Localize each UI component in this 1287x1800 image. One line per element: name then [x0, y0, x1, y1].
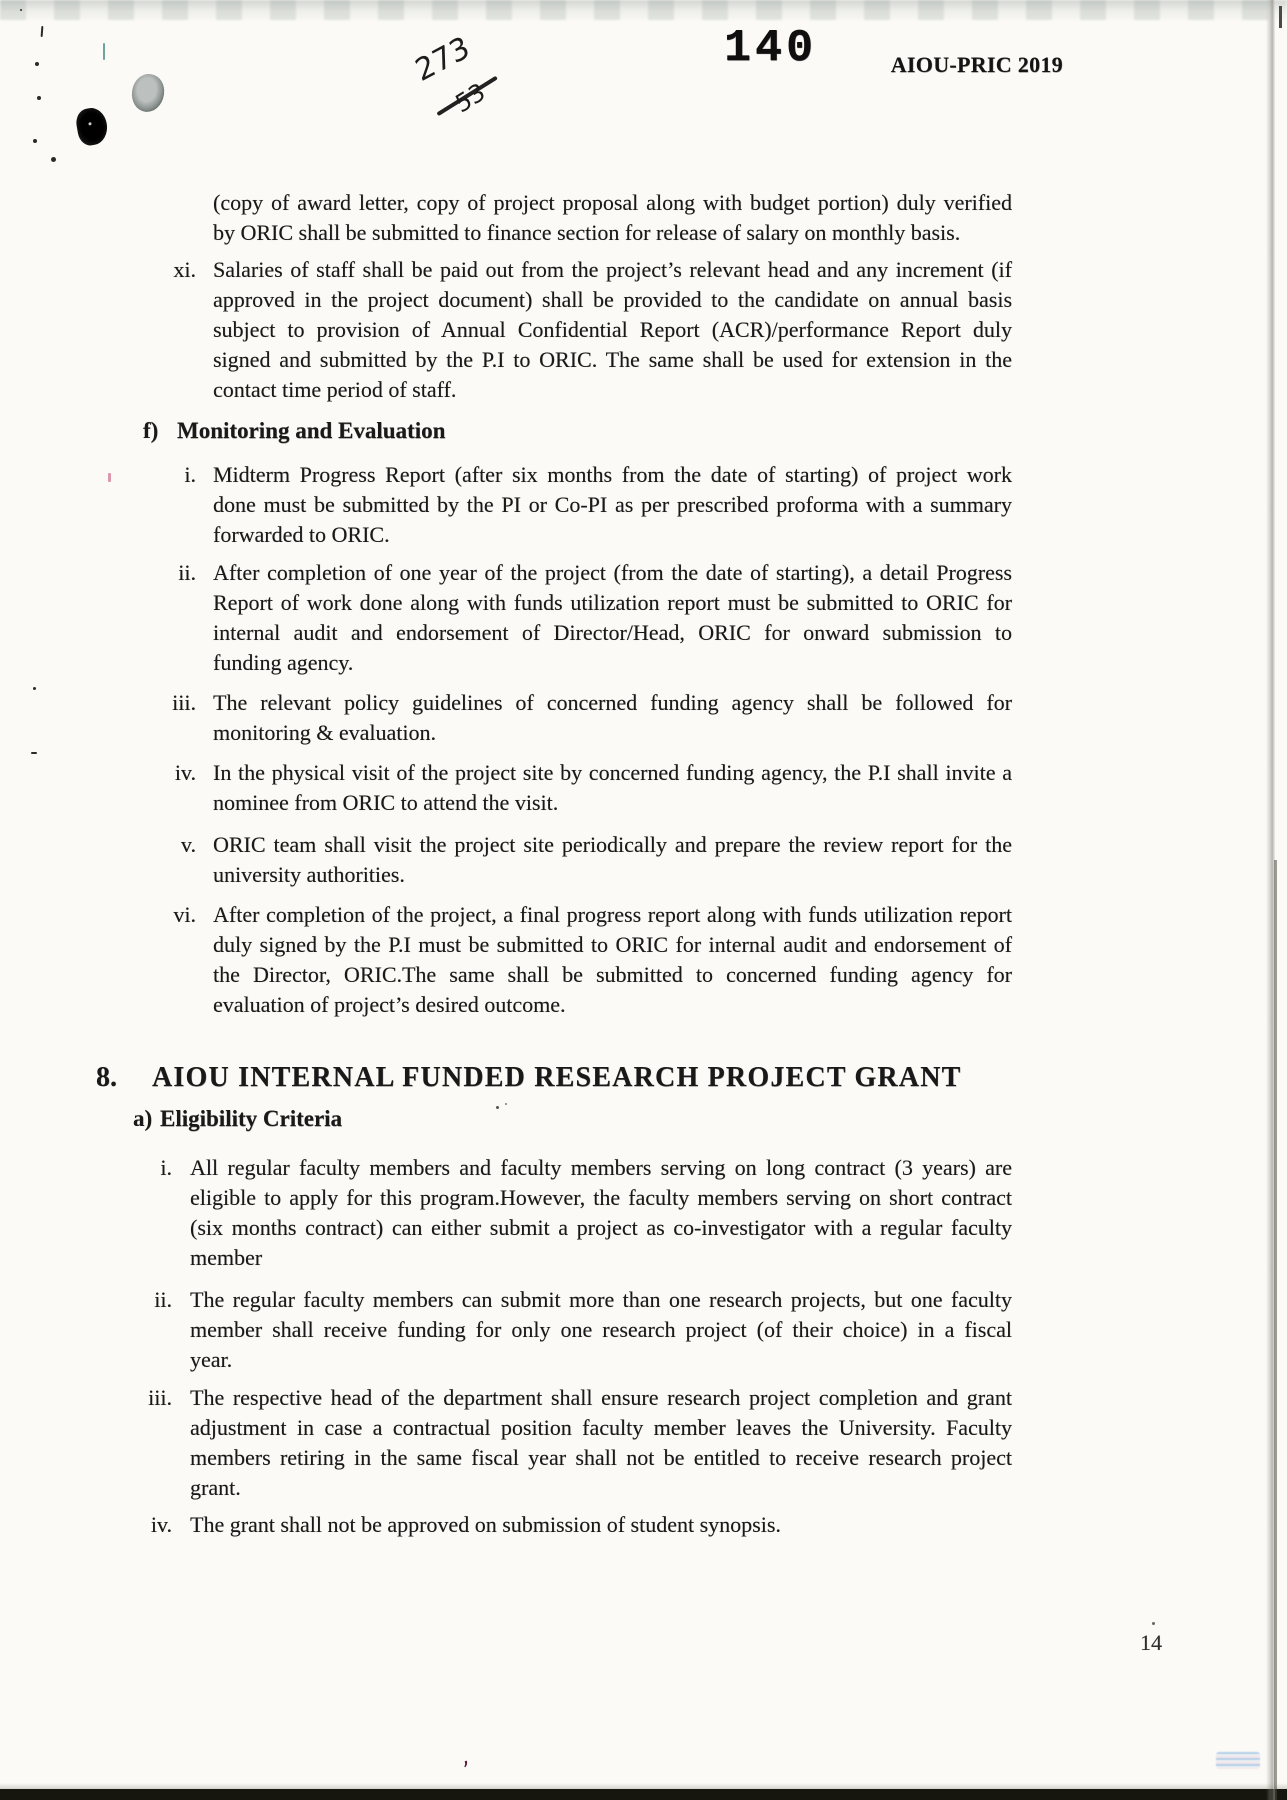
- text-line: by ORIC shall be submitted to finance section for release of salary on monthly basis.: [213, 220, 961, 245]
- list-marker: f): [143, 418, 159, 443]
- text-line: (six months contract) can either submit a project as co-investigator with a regular faculty: [190, 1215, 1012, 1240]
- paragraph: [213, 830, 1012, 890]
- text-line: members retiring in the same fiscal year shall not be entitled to receive research project: [190, 1445, 1012, 1470]
- paragraph: [213, 558, 1012, 678]
- text-line: adjustment in case a contractual position faculty member leaves the University. Faculty: [190, 1415, 1012, 1440]
- list-marker: a): [133, 1106, 153, 1131]
- text-line: approved in the project document) shall be provided to the candidate on annual basis: [213, 287, 1012, 312]
- document-body: [0, 188, 1287, 1540]
- list-item-ii: [0, 1285, 1287, 1375]
- scanner-edge-bottom: [0, 1789, 1287, 1800]
- list-marker: 8.: [96, 1062, 117, 1093]
- ink-blob: [74, 106, 110, 148]
- text-line: After completion of one year of the project (from the date of starting), a detail Progress: [213, 560, 1012, 585]
- list-marker: iv.: [150, 1512, 172, 1537]
- list-item-i: [0, 1153, 1287, 1273]
- list-marker: ii.: [178, 560, 196, 585]
- paragraph: [190, 1153, 1012, 1273]
- blue-smudge: [1216, 1752, 1260, 1769]
- section-heading: [0, 415, 1287, 447]
- heading-text: AIOU INTERNAL FUNDED RESEARCH PROJECT GRANT: [152, 1062, 962, 1093]
- text-line: eligible to apply for this program.However, the faculty members serving on short contract: [190, 1185, 1012, 1210]
- text-line: In the physical visit of the project site by concerned funding agency, the P.I shall invite a: [213, 760, 1012, 785]
- paragraph-block: [0, 188, 1287, 248]
- text-line: year.: [190, 1347, 233, 1372]
- paragraph: [213, 758, 1012, 818]
- list-item-i: [0, 460, 1287, 550]
- stamp-page-number: 140: [724, 23, 818, 74]
- dust-speck: [20, 9, 22, 11]
- dust-speck: [33, 139, 37, 143]
- text-line: Report of work done along with funds utilization report must be submitted to ORIC for: [213, 590, 1012, 615]
- dust-speck: [35, 62, 39, 66]
- list-marker: ii.: [154, 1287, 172, 1312]
- handwritten-fraction-denominator: 53: [451, 77, 490, 119]
- text-line: nominee from ORIC to attend the visit.: [213, 790, 559, 815]
- text-line: signed and submitted by the P.I to ORIC. The same shall be used for extension in the: [213, 347, 1012, 372]
- text-line: the Director, ORIC.The same shall be submitted to concerned funding agency for: [213, 962, 1012, 987]
- list-item-ii: [0, 558, 1287, 678]
- text-line: Midterm Progress Report (after six months from the date of starting) of project work: [213, 462, 1012, 487]
- list-item-v: [0, 830, 1287, 890]
- heading-text: Eligibility Criteria: [160, 1106, 343, 1131]
- dust-speck: [51, 157, 56, 162]
- text-line: The grant shall not be approved on submission of student synopsis.: [190, 1512, 781, 1537]
- list-marker: vi.: [173, 902, 196, 927]
- list-marker: xi.: [173, 257, 196, 282]
- document-header-label: AIOU-PRIC 2019: [890, 52, 1063, 77]
- paragraph: [190, 1285, 1012, 1375]
- text-line: member shall receive funding for only one research project (of their choice) in a fiscal: [190, 1317, 1012, 1342]
- dust-speck: [1152, 1622, 1155, 1625]
- section-heading: [0, 1058, 1287, 1098]
- page-edge-right-dark: [1274, 860, 1277, 1800]
- text-line: All regular faculty members and faculty members serving on long contract (3 years) are: [190, 1155, 1012, 1180]
- ink-comma-mark: ,: [455, 1741, 472, 1771]
- text-line: university authorities.: [213, 862, 405, 887]
- list-item-vi: [0, 900, 1287, 1020]
- list-marker: iii.: [148, 1385, 172, 1410]
- list-item-iii: [0, 688, 1287, 748]
- text-line: contact time period of staff.: [213, 377, 457, 402]
- ink-blob-highlight: [88, 122, 91, 125]
- text-line: monitoring & evaluation.: [213, 720, 437, 745]
- paragraph: [190, 1510, 1012, 1540]
- text-line: ORIC team shall visit the project site periodically and prepare the review report for the: [213, 832, 1012, 857]
- text-line: member: [190, 1245, 263, 1270]
- paragraph: [213, 188, 1012, 248]
- page-edge-tick: [1279, 6, 1282, 28]
- text-line: Salaries of staff shall be paid out from the project’s relevant head and any increment (if: [213, 257, 1012, 282]
- paragraph: [213, 255, 1012, 405]
- list-marker: i.: [184, 462, 196, 487]
- scanner-edge-top: [0, 0, 1287, 20]
- text-line: done must be submitted by the PI or Co-PI as per prescribed proforma with a summary: [213, 492, 1012, 517]
- pen-scratch: [103, 43, 105, 60]
- text-line: forwarded to ORIC.: [213, 522, 390, 547]
- list-item-xi: [0, 255, 1287, 405]
- list-marker: iv.: [174, 760, 196, 785]
- dust-speck: [41, 26, 44, 37]
- list-item-iii: [0, 1383, 1287, 1503]
- dust-speck: [37, 96, 41, 100]
- text-line: grant.: [190, 1475, 241, 1500]
- text-line: funding agency.: [213, 650, 354, 675]
- paragraph: [190, 1383, 1012, 1503]
- list-item-iv: [0, 1510, 1287, 1540]
- text-line: The regular faculty members can submit more than one research projects, but one faculty: [190, 1287, 1012, 1312]
- list-marker: i.: [160, 1155, 172, 1180]
- section-heading: [0, 1104, 1287, 1134]
- text-line: The respective head of the department shall ensure research project completion and grant: [190, 1385, 1012, 1410]
- text-line: evaluation of project’s desired outcome.: [213, 992, 566, 1017]
- list-marker: iii.: [172, 690, 196, 715]
- text-line: subject to provision of Annual Confidential Report (ACR)/performance Report duly: [213, 317, 1012, 342]
- paragraph: [213, 688, 1012, 748]
- page-number: 14: [1140, 1630, 1162, 1655]
- text-line: internal audit and endorsement of Director/Head, ORIC for onward submission to: [213, 620, 1012, 645]
- paragraph: [213, 900, 1012, 1020]
- punch-hole-mark: [130, 72, 167, 114]
- heading-text: Monitoring and Evaluation: [177, 418, 446, 443]
- list-marker: v.: [180, 832, 196, 857]
- handwritten-fraction-numerator: 273: [410, 29, 475, 90]
- text-line: After completion of the project, a final progress report along with funds utilization report: [213, 902, 1012, 927]
- list-item-iv: [0, 758, 1287, 818]
- text-line: The relevant policy guidelines of concerned funding agency shall be followed for: [213, 690, 1012, 715]
- text-line: (copy of award letter, copy of project proposal along with budget portion) duly verified: [213, 190, 1012, 215]
- text-line: duly signed by the P.I must be submitted to ORIC for internal audit and endorsement of: [213, 932, 1012, 957]
- paragraph: [213, 460, 1012, 550]
